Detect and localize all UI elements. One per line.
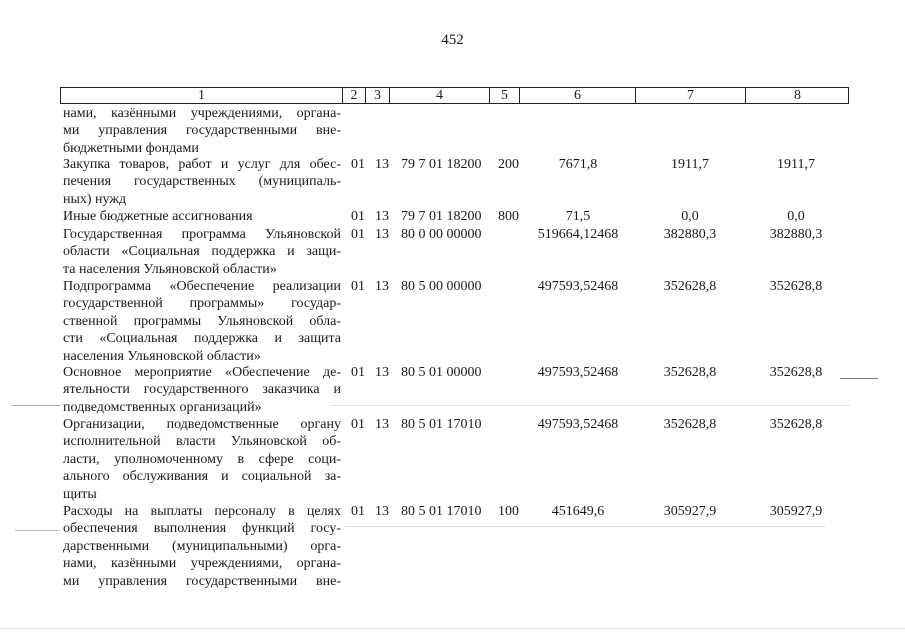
description-line: ных) нужд <box>63 191 127 207</box>
scan-mark <box>330 405 850 406</box>
row-description <box>63 226 341 278</box>
header-col-6: 6 <box>519 88 635 103</box>
amount-col-8: 352628,8 <box>769 365 823 380</box>
expense-type-code: 200 <box>498 157 519 172</box>
target-article-code: 79 7 01 18200 <box>401 157 482 172</box>
description-line: та населения Ульяновской области» <box>63 261 277 277</box>
scan-mark <box>12 405 60 406</box>
amount-col-6: 7671,8 <box>558 157 598 172</box>
description-line: ственной программы Ульяновской обла- <box>63 313 341 329</box>
description-line: Расходы на выплаты персоналу в целях <box>63 504 341 519</box>
header-col-4: 4 <box>389 88 489 103</box>
amount-col-6: 451649,6 <box>551 504 605 519</box>
description-line: ласти, уполномоченному в сфере соци- <box>63 451 341 467</box>
description-line: Государственная программа Ульяновской <box>63 227 341 242</box>
amount-col-6: 497593,52468 <box>537 417 619 432</box>
amount-col-8: 382880,3 <box>769 227 823 242</box>
subsection-code: 13 <box>375 365 389 380</box>
description-line: Организации, подведомственные органу <box>63 417 341 432</box>
subsection-code: 13 <box>375 157 389 172</box>
target-article-code: 80 5 01 17010 <box>401 504 482 519</box>
amount-col-8: 0,0 <box>787 209 805 224</box>
description-line: Подпрограмма «Обеспечение реализации <box>63 279 341 294</box>
description-line: бюджетными фондами <box>63 140 199 156</box>
row-description <box>63 364 341 416</box>
expense-type-code: 100 <box>498 504 519 519</box>
row-description <box>63 105 341 157</box>
description-line: обеспечения выполнения функций госу- <box>63 521 341 537</box>
amount-col-8: 1911,7 <box>777 157 815 172</box>
section-code: 01 <box>351 227 365 242</box>
amount-col-7: 382880,3 <box>663 227 717 242</box>
section-code: 01 <box>351 279 365 294</box>
target-article-code: 80 0 00 00000 <box>401 227 482 242</box>
header-col-8: 8 <box>745 88 849 103</box>
amount-col-6: 497593,52468 <box>537 279 619 294</box>
section-code: 01 <box>351 157 365 172</box>
amount-col-7: 1911,7 <box>671 157 709 172</box>
description-line: населения Ульяновской области» <box>63 348 261 364</box>
amount-col-7: 352628,8 <box>663 279 717 294</box>
description-line: Основное мероприятие «Обеспечение де- <box>63 365 341 380</box>
amount-col-7: 352628,8 <box>663 417 717 432</box>
description-line: печения государственных (муниципаль- <box>63 174 341 190</box>
description-line: ми управления государственными вне- <box>63 573 341 589</box>
description-line: дарственными (муниципальными) орга- <box>63 538 341 554</box>
amount-col-7: 352628,8 <box>663 365 717 380</box>
amount-col-6: 71,5 <box>565 209 591 224</box>
header-col-2: 2 <box>342 88 365 103</box>
target-article-code: 80 5 01 00000 <box>401 365 482 380</box>
row-description <box>63 208 341 225</box>
description-line: области «Социальная поддержка и защи- <box>63 244 341 260</box>
target-article-code: 79 7 01 18200 <box>401 209 482 224</box>
section-code: 01 <box>351 504 365 519</box>
header-col-5: 5 <box>489 88 519 103</box>
scan-mark <box>0 628 905 629</box>
description-line: ятельности государственного заказчика и <box>63 382 341 398</box>
subsection-code: 13 <box>375 227 389 242</box>
amount-col-7: 0,0 <box>681 209 699 224</box>
amount-col-8: 352628,8 <box>769 417 823 432</box>
table-header <box>60 87 849 104</box>
scan-mark <box>345 526 825 527</box>
row-description <box>63 156 341 208</box>
header-col-7: 7 <box>635 88 745 103</box>
amount-col-8: 352628,8 <box>769 279 823 294</box>
amount-col-7: 305927,9 <box>663 504 717 519</box>
description-line: нами, казёнными учреждениями, органа- <box>63 556 341 572</box>
amount-col-6: 497593,52468 <box>537 365 619 380</box>
description-line: Закупка товаров, работ и услуг для обес- <box>63 157 341 172</box>
amount-col-8: 305927,9 <box>769 504 823 519</box>
section-code: 01 <box>351 417 365 432</box>
description-line: щиты <box>63 486 97 502</box>
description-line: сти «Социальная поддержка и защита <box>63 331 341 347</box>
description-line: государственной программы» государ- <box>63 296 341 312</box>
subsection-code: 13 <box>375 279 389 294</box>
description-line: подведомственных организаций» <box>63 399 262 415</box>
target-article-code: 80 5 00 00000 <box>401 279 482 294</box>
description-line: нами, казёнными учреждениями, органа- <box>63 106 341 121</box>
target-article-code: 80 5 01 17010 <box>401 417 482 432</box>
section-code: 01 <box>351 209 365 224</box>
row-description <box>63 278 341 365</box>
description-line: Иные бюджетные ассигнования <box>63 209 253 224</box>
scan-mark <box>15 530 60 531</box>
expense-type-code: 800 <box>498 209 519 224</box>
description-line: исполнительной власти Ульяновской об- <box>63 434 341 450</box>
scan-mark <box>840 378 878 379</box>
subsection-code: 13 <box>375 209 389 224</box>
description-line: ми управления государственными вне- <box>63 123 341 139</box>
section-code: 01 <box>351 365 365 380</box>
row-description <box>63 416 341 503</box>
amount-col-6: 519664,12468 <box>537 227 619 242</box>
description-line: ального обслуживания и социальной за- <box>63 469 341 485</box>
row-description <box>63 503 341 590</box>
subsection-code: 13 <box>375 417 389 432</box>
subsection-code: 13 <box>375 504 389 519</box>
header-col-1: 1 <box>198 88 205 103</box>
header-col-3: 3 <box>365 88 389 103</box>
page-number: 452 <box>441 32 464 48</box>
